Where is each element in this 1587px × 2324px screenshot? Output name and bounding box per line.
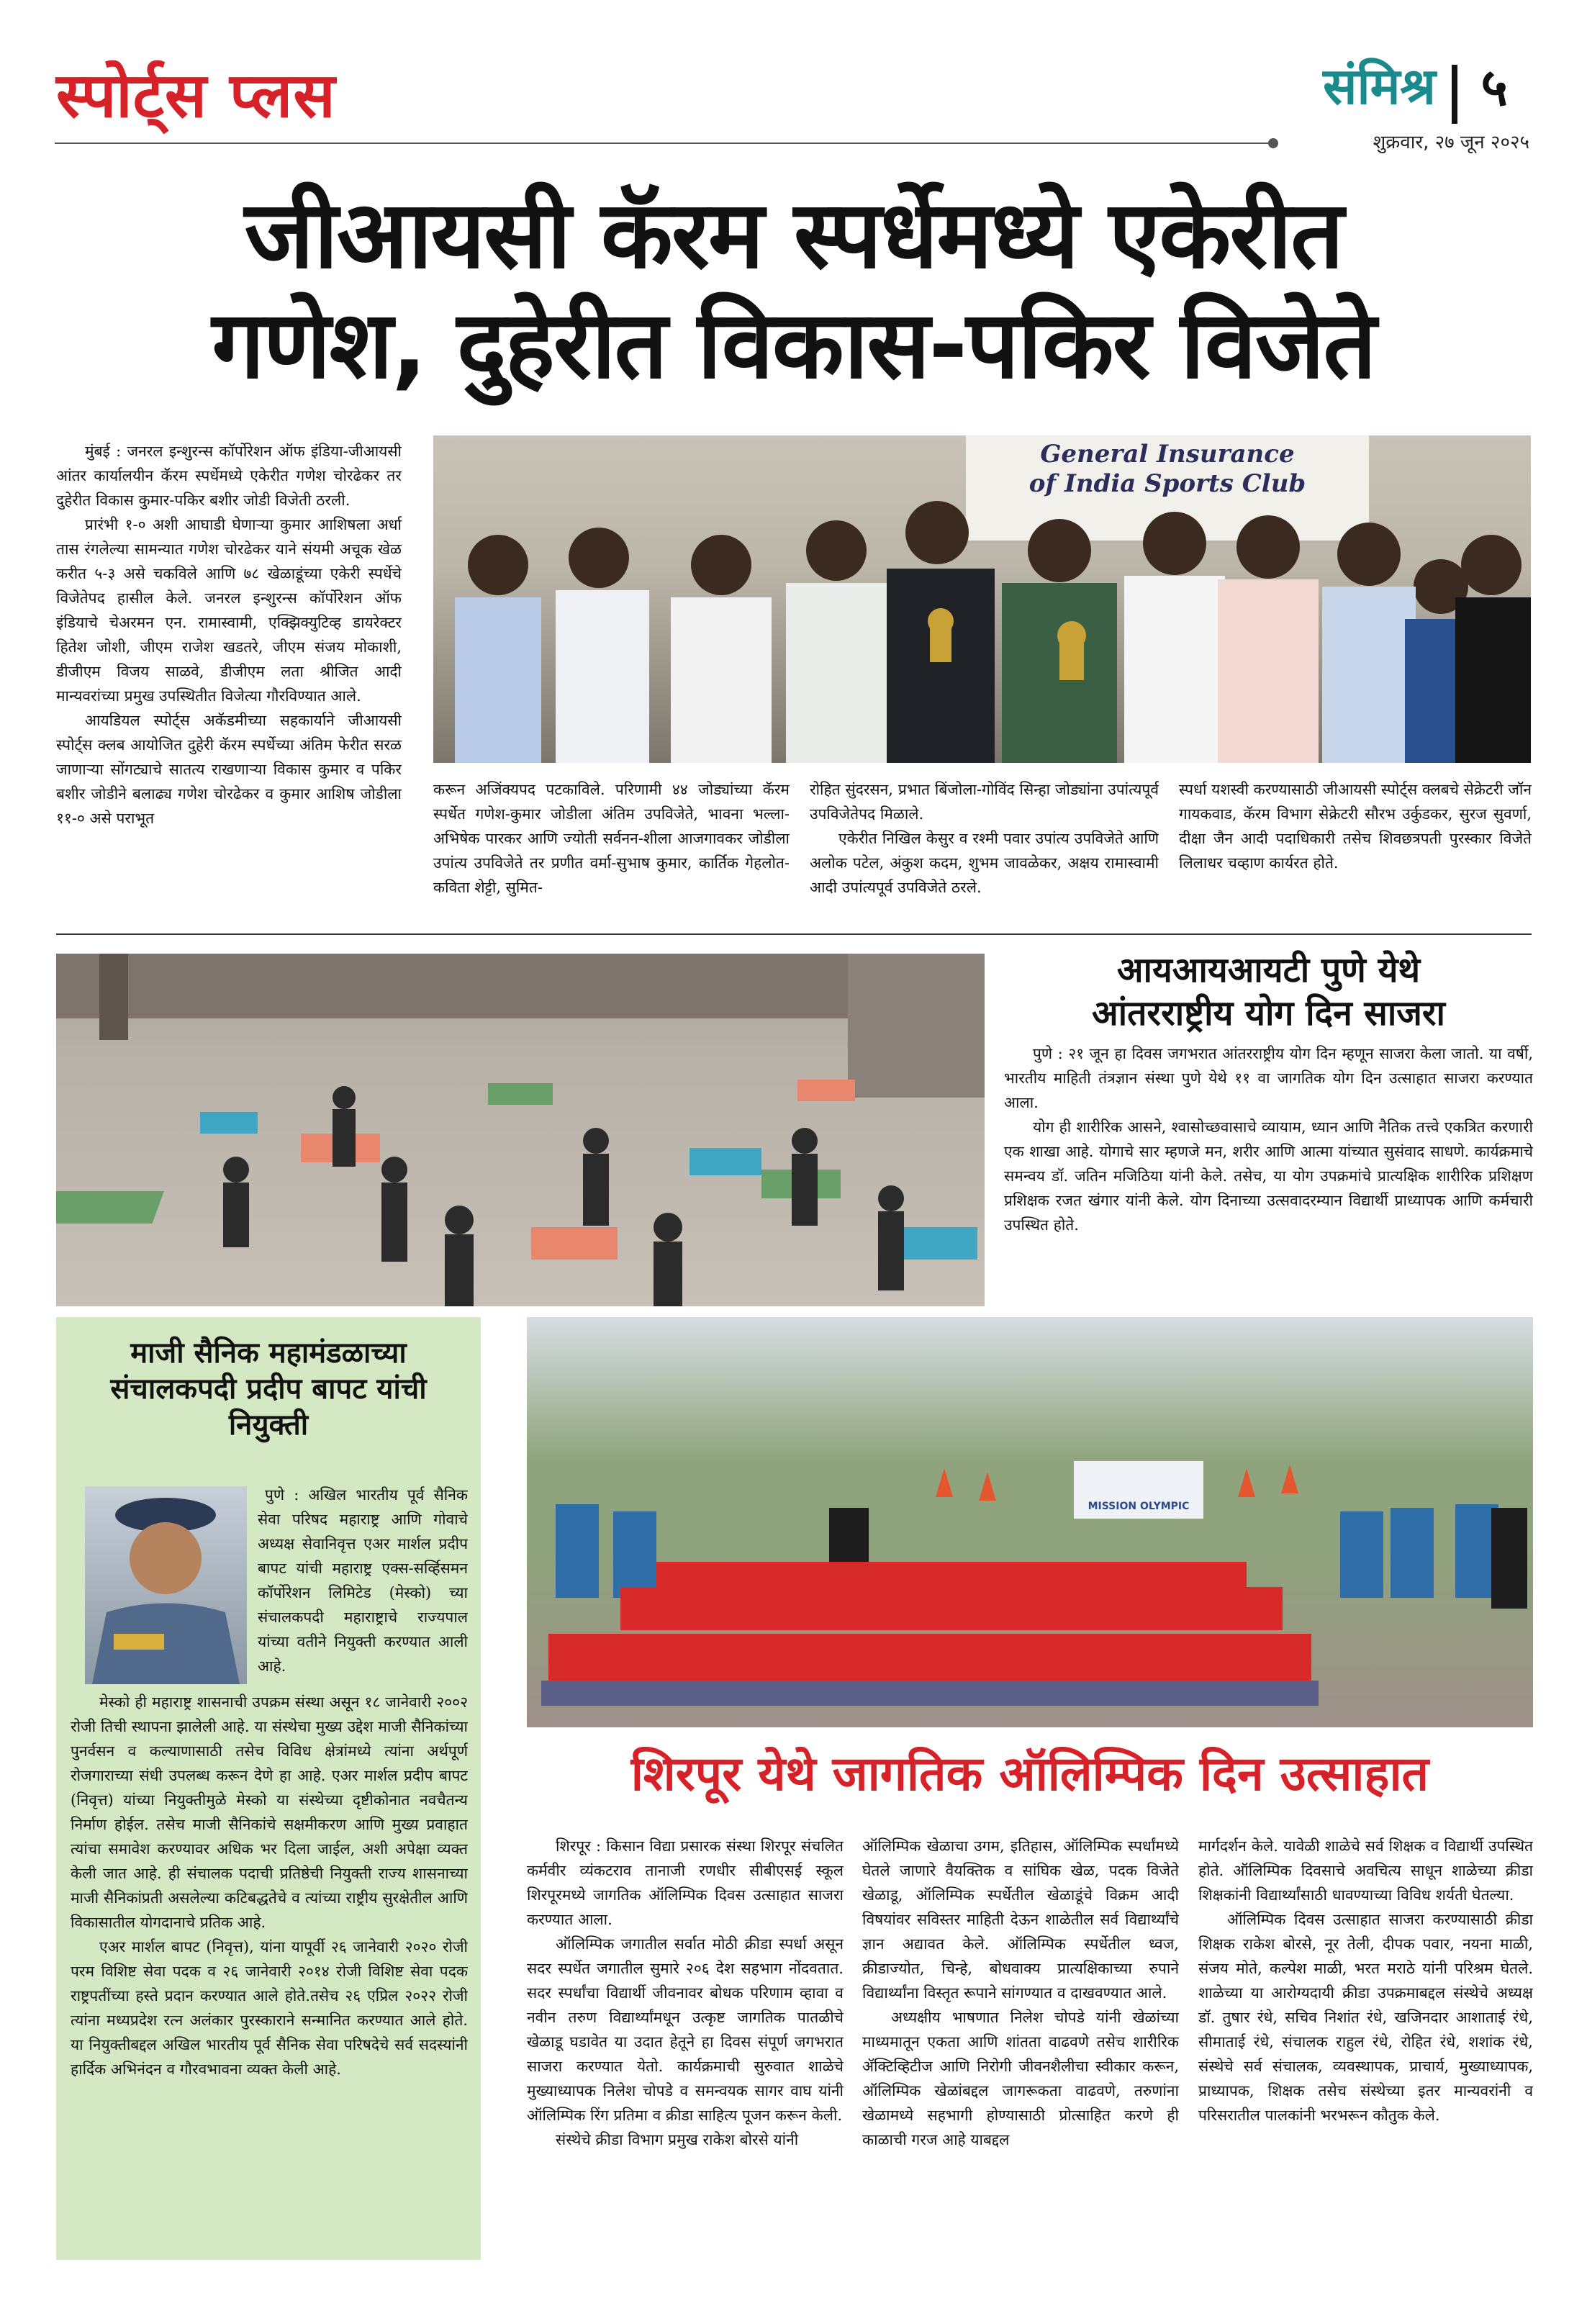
- olympic-paragraph: ऑलिम्पिक जगातील सर्वात मोठी क्रीडा स्पर्धा असून सदर स्पर्धेत जगातील सुमारे २०६ देश सहभाग नोंदवतात. सदर स्पर्धांचा विद्यार्थी जीवनावर बोधक परिणाम व्हावा व नवीन तरुण विद्यार्थ्यांमधून उत्कृष्ट जागतिक पातळीचे खेळाडू घडावेत या उदात हेतूने हा दिवस संपूर्ण जगभरात साजरा करण्यात येतो. कार्यक्रमाची सुरुवात शाळेचे मुख्याध्यापक निलेश चोपडे व समन्वयक सागर वाघ यांनी ऑलिम्पिक रिंग प्रतिमा व क्रीडा साहित्य पूजन करून केली.: [527, 1935, 844, 2125]
- main-headline: [43, 180, 1544, 401]
- masthead-rule: [55, 143, 1278, 144]
- olympic-headline: शिरपूर येथे जागतिक ऑलिम्पिक दिन उत्साहात: [630, 1746, 1429, 1801]
- carrom-winners-photo: [433, 435, 1531, 763]
- olympic-paragraph: ऑलिम्पिक दिवस उत्साहात साजरा करण्यासाठी क्रीडा शिक्षक राकेश बोरसे, नूर तेली, दीपक पवार, नयना माळी, संजय मोते, कल्पेश माळी, भरत मराठे यांनी परिश्रम घेतले. शाळेच्या या आरोग्यदायी क्रीडा उपक्रमाबद्दल संस्थेचे अध्यक्ष डॉ. तुषार रंधे, सचिव निशांत रंधे, खजिनदार आशाताई रंधे, सीमाताई रंधे, संचालक राहुल रंधे, रोहित रंधे, शशांक रंधे, संस्थेचे सर्व संचालक, व्यवस्थापक, प्राचार्य, मुख्याध्यापक, प्राध्यापक, शिक्षक तसेच संस्थेच्या इतर मान्यवरांनी व परिसरातील पालकांनी भरभरून कौतुक केले.: [1198, 1911, 1533, 2125]
- yoga-participants-figures: [56, 954, 985, 1306]
- appointment-paragraph: एअर मार्शल बापट (निवृत्त), यांना यापूर्वी २६ जानेवारी २०२० रोजी परम विशिष्ट सेवा पदक व २६ जानेवारी २०१४ रोजी विशिष्ट सेवा पदक राष्ट्रपतींच्या हस्ते प्रदान करण्यात आले होते.तसेच २६ एप्रिल २०२२ रोजी त्यांना मध्यप्रदेश रत्न अलंकार पुरस्काराने सन्मानित करण्यात आले होते. या नियुक्तीबद्दल अखिल भारतीय पूर्व सैनिक सेवा परिषदेचे सर्व सदस्यांनी हार्दिक अभिनंदन व गौरवभावना व्यक्त केली आहे.: [71, 1938, 468, 2079]
- olympic-day-photo: [527, 1317, 1533, 1727]
- section-divider: [1452, 65, 1457, 124]
- olympic-paragraph: मार्गदर्शन केले. यावेळी शाळेचे सर्व शिक्षक व विद्यार्थी उपस्थित होते. ऑलिम्पिक दिवसाचे अवचित्य साधून शाळेच्या क्रीडा शिक्षकांनी विद्यार्थ्यांसाठी धावण्याच्या विविध शर्यती घेतल्या.: [1198, 1837, 1533, 1904]
- yoga-paragraph: योग ही शारीरिक आसने, श्वासोच्छवासाचे व्यायाम, ध्यान आणि नैतिक तत्त्वे एकत्रित करणारी एक शाखा आहे. योगाचे सार म्हणजे मन, शरीर आणि आत्मा यांच्यात सुसंवाद साधणे. कार्यक्रमाचे समन्वय डॉ. जतिन मजिठिया यांनी केले. तसेच, या योग उपक्रमांचे प्रात्यक्षिक शारीरिक प्रशिक्षण प्रशिक्षक रजत खंगार यांनी केले. योग दिनाच्या उत्सवादरम्यान विद्यार्थी प्राध्यापक आणि कर्मचारी उपस्थित होते.: [1004, 1118, 1533, 1234]
- main-headline-line2: गणेश, दुहेरीत विकास-पकिर विजेते: [212, 290, 1375, 400]
- story1-column-4: [1179, 777, 1532, 921]
- appointment-paragraph: मेस्को ही महाराष्ट्र शासनाची उपक्रम संस्था असून १८ जानेवारी २००२ रोजी तिची स्थापना झालेली आहे. या संस्थेचा मुख्य उद्देश माजी सैनिकांच्या पुनर्वसन व कल्याणासाठी तसेच विविध क्षेत्रांमध्ये त्यांना अर्थपूर्ण रोजगाराच्या संधी उपलब्ध करून देणे हा आहे. एअर मार्शल प्रदीप बापट (निवृत्त) यांच्या नियुक्तीमुळे मेस्को या संस्थेच्या दृष्टीकोनात नवचैतन्य निर्माण होईल. तसेच माजी सैनिकांचे सक्षमीकरण आणि मुख्य प्रवाहात त्यांचा समावेश करण्यावर अधिक भर दिला जाईल, अशी अपेक्षा व्यक्त केली जात आहे. ही संचालक पदाची प्रतिष्ठेची नियुक्ती राज्य शासनाच्या माजी सैनिकांप्रती असलेल्या कटिबद्धतेचे व त्यांच्या राष्ट्रीय सुरक्षेतील आणि विकासातील योगदानाचे प्रतिक आहे.: [71, 1694, 468, 1932]
- olympic-paragraph: शिरपूर : किसान विद्या प्रसारक संस्था शिरपूर संचलित कर्मवीर व्यंकटराव तानाजी रणधीर सीबीएसई स्कूल शिरपूरमध्ये जागतिक ऑलिम्पिक दिवस उत्साहात साजरा करण्यात आला.: [527, 1837, 844, 1929]
- yoga-day-photo: [56, 954, 985, 1306]
- story1-paragraph: रोहित सुंदरसन, प्रभात बिंजोला-गोविंद सिन्हा जोड्यांना उपांत्यपूर्व उपविजेतेपद मिळाले.: [810, 781, 1159, 823]
- olympic-column-1: [527, 1834, 844, 2259]
- section-rule: [56, 933, 1532, 935]
- page-number: ५: [1480, 57, 1508, 117]
- students-figures: [527, 1317, 1533, 1727]
- portrait-figure: [85, 1486, 247, 1684]
- yoga-headline-line1: आयआयआयटी पुणे येथे: [1116, 950, 1421, 990]
- masthead-rule-dot: [1268, 138, 1278, 148]
- yoga-article-body: [1004, 1041, 1533, 1308]
- appointment-paragraph: पुणे : अखिल भारतीय पूर्व सैनिक सेवा परिषद महाराष्ट्र आणि गोवाचे अध्यक्ष सेवानिवृत्त एअर मार्शल प्रदीप बापट यांची महाराष्ट्र एक्स-सर्व्हिसमन कॉर्पोरेशन लिमिटेड (मेस्को) च्या संचालकपदी महाराष्ट्राचे राज्यपाल यांच्या वतीने नियुक्ती करण्यात आली आहे.: [258, 1486, 468, 1676]
- olympic-column-3: [1198, 1834, 1533, 2259]
- story1-column-3: [810, 777, 1159, 921]
- olympic-column-2: [862, 1834, 1179, 2259]
- appointment-intro: [258, 1483, 468, 1688]
- yoga-paragraph: पुणे : २१ जून हा दिवस जगभरात आंतरराष्ट्रीय योग दिन म्हणून साजरा केला जातो. या वर्षी, भारतीय माहिती तंत्रज्ञान संस्था पुणे येथे ११ वा जागतिक योग दिन उत्साहात साजरा करण्यात आला.: [1004, 1045, 1533, 1112]
- story1-paragraph: करून अजिंक्यपद पटकाविले. परिणामी ४४ जोड्यांच्या कॅरम स्पर्धेत गणेश-कुमार जोडीला अंतिम उपविजेते, भावना भल्ला-अभिषेक पारकर आणि ज्योती सर्वनन-शीला आजगावकर जोडीला उपांत्य उपविजेते तर प्रणीत वर्मा-सुभाष कुमार, कार्तिक गेहलोत-कविता शेट्टी, सुमित-: [433, 781, 790, 897]
- dateline: शुक्रवार, २७ जून २०२५: [1373, 132, 1529, 153]
- group-people-figures: [433, 435, 1531, 763]
- story1-paragraph: आयडियल स्पोर्ट्स अकॅडमीच्या सहकार्याने जीआयसी स्पोर्ट्स क्लब आयोजित दुहेरी कॅरम स्पर्धेच्या अंतिम फेरीत सरळ जाणाऱ्या सोंगट्याचे सातत्य राखणाऱ्या विकास कुमार व पकिर बशीर जोडीने बलाढ्य गणेश चोरढेकर व कुमार आशिष जोडीला ११-० असे पराभूत: [56, 712, 402, 828]
- story1-paragraph: एकेरीत निखिल केसुर व रश्मी पवार उपांत्य उपविजेते आणि अलोक पटेल, अंकुश कदम, शुभम जावळेकर, अक्षय रामास्वामी आदी उपांत्यपूर्व उपविजेते ठरले.: [810, 830, 1159, 897]
- story1-column-1: [56, 439, 402, 918]
- story1-paragraph: स्पर्धा यशस्वी करण्यासाठी जीआयसी स्पोर्ट्स क्लबचे सेक्रेटरी जॉन गायकवाड, कॅरम विभाग सेक्रेटरी सौरभ उर्कुडकर, सुरज सुवर्णा, दीक्षा जैन आदी पदाधिकारी तसेच शिवछत्रपती पुरस्कार विजेते लिलाधर चव्हाण कार्यरत होते.: [1179, 781, 1532, 872]
- olympic-paragraph: संस्थेचे क्रीडा विभाग प्रमुख राकेश बोरसे यांनी: [556, 2131, 799, 2149]
- masthead-title: स्पोर्ट्स प्लस: [56, 60, 336, 132]
- yoga-headline-line2: आंतरराष्ट्रीय योग दिन साजरा: [1092, 993, 1445, 1034]
- olympic-banner: MISSION OLYMPIC: [1074, 1461, 1203, 1519]
- main-headline-line1: जीआयसी कॅरम स्पर्धेमध्ये एकेरीत: [244, 180, 1343, 289]
- story1-paragraph: मुंबई : जनरल इन्शुरन्स कॉर्पोरेशन ऑफ इंडिया-जीआयसी आंतर कार्यालयीन कॅरम स्पर्धेमध्ये एकेरीत गणेश चोरढेकर तर दुहेरीत विकास कुमार-पकिर बशीर जोडी विजेती ठरली.: [56, 443, 402, 510]
- appointment-headline: माजी सैनिक महामंडळाच्या संचालकपदी प्रदीप बापट यांची नियुक्ती: [110, 1337, 427, 1442]
- banner-line2: of India Sports Club: [1028, 469, 1306, 498]
- section-name: संमिश्र: [1323, 57, 1436, 116]
- yoga-headline: [1004, 949, 1533, 1035]
- olympic-paragraph: अध्यक्षीय भाषणात निलेश चोपडे यांनी खेळांच्या माध्यमातून एकता आणि शांतता वाढवणे तसेच शारीरिक ॲक्टिव्हिटीज आणि निरोगी जीवनशैलीचा स्वीकार करून, ऑलिम्पिक खेळांबद्दल जागरूकता वाढवणे, तरुणांना खेळामध्ये सहभागी होण्यासाठी प्रोत्साहित करणे ही काळाची गरज आहे याबद्दल: [862, 2009, 1179, 2149]
- appointment-body: [71, 1690, 468, 2251]
- story1-paragraph: प्रारंभी १-० अशी आघाडी घेणाऱ्या कुमार आशिषला अर्धा तास रंगलेल्या सामन्यात गणेश चोरढेकर याने संयमी अचूक खेळ करीत ५-३ असे चकविले आणि ७८ खेळाडूंच्या एकेरी स्पर्धेचे विजेतेपद हासील केले. जनरल इन्शुरन्स कॉर्पोरेशन ऑफ इंडियाचे चेअरमन एन. रामास्वामी, एक्झिक्युटिव्ह डायरेक्टर हितेश जोशी, जीएम राजेश खडतरे, जीएम संजय मोकाशी, डीजीएम विजय साळवे, डीजीएम लता श्रीजित आदी मान्यवरांच्या प्रमुख उपस्थितीत विजेत्या गौरविण्यात आले.: [56, 516, 402, 705]
- story1-column-2: [433, 777, 790, 921]
- air-marshal-portrait: [85, 1486, 247, 1684]
- olympic-paragraph: ऑलिम्पिक खेळाचा उगम, इतिहास, ऑलिम्पिक स्पर्धांमध्ये घेतले जाणारे वैयक्तिक व सांघिक खेळ, पदक विजेते खेळाडू, ऑलिम्पिक स्पर्धेतील खेळाडूंचे विक्रम आदी विषयांवर सविस्तर माहिती देऊन शाळेतील सर्व विद्यार्थ्यांचे ज्ञान अद्यावत केले. ऑलिम्पिक स्पर्धेतील ध्वज, क्रीडाज्योत, चिन्हे, बोधवाक्य प्रात्यक्षिकाच्या रुपाने विद्यार्थ्यांना विस्तृत रूपाने सांगण्यात व दाखवण्यात आले.: [862, 1837, 1179, 2002]
- banner-line1: General Insurance: [1040, 440, 1295, 469]
